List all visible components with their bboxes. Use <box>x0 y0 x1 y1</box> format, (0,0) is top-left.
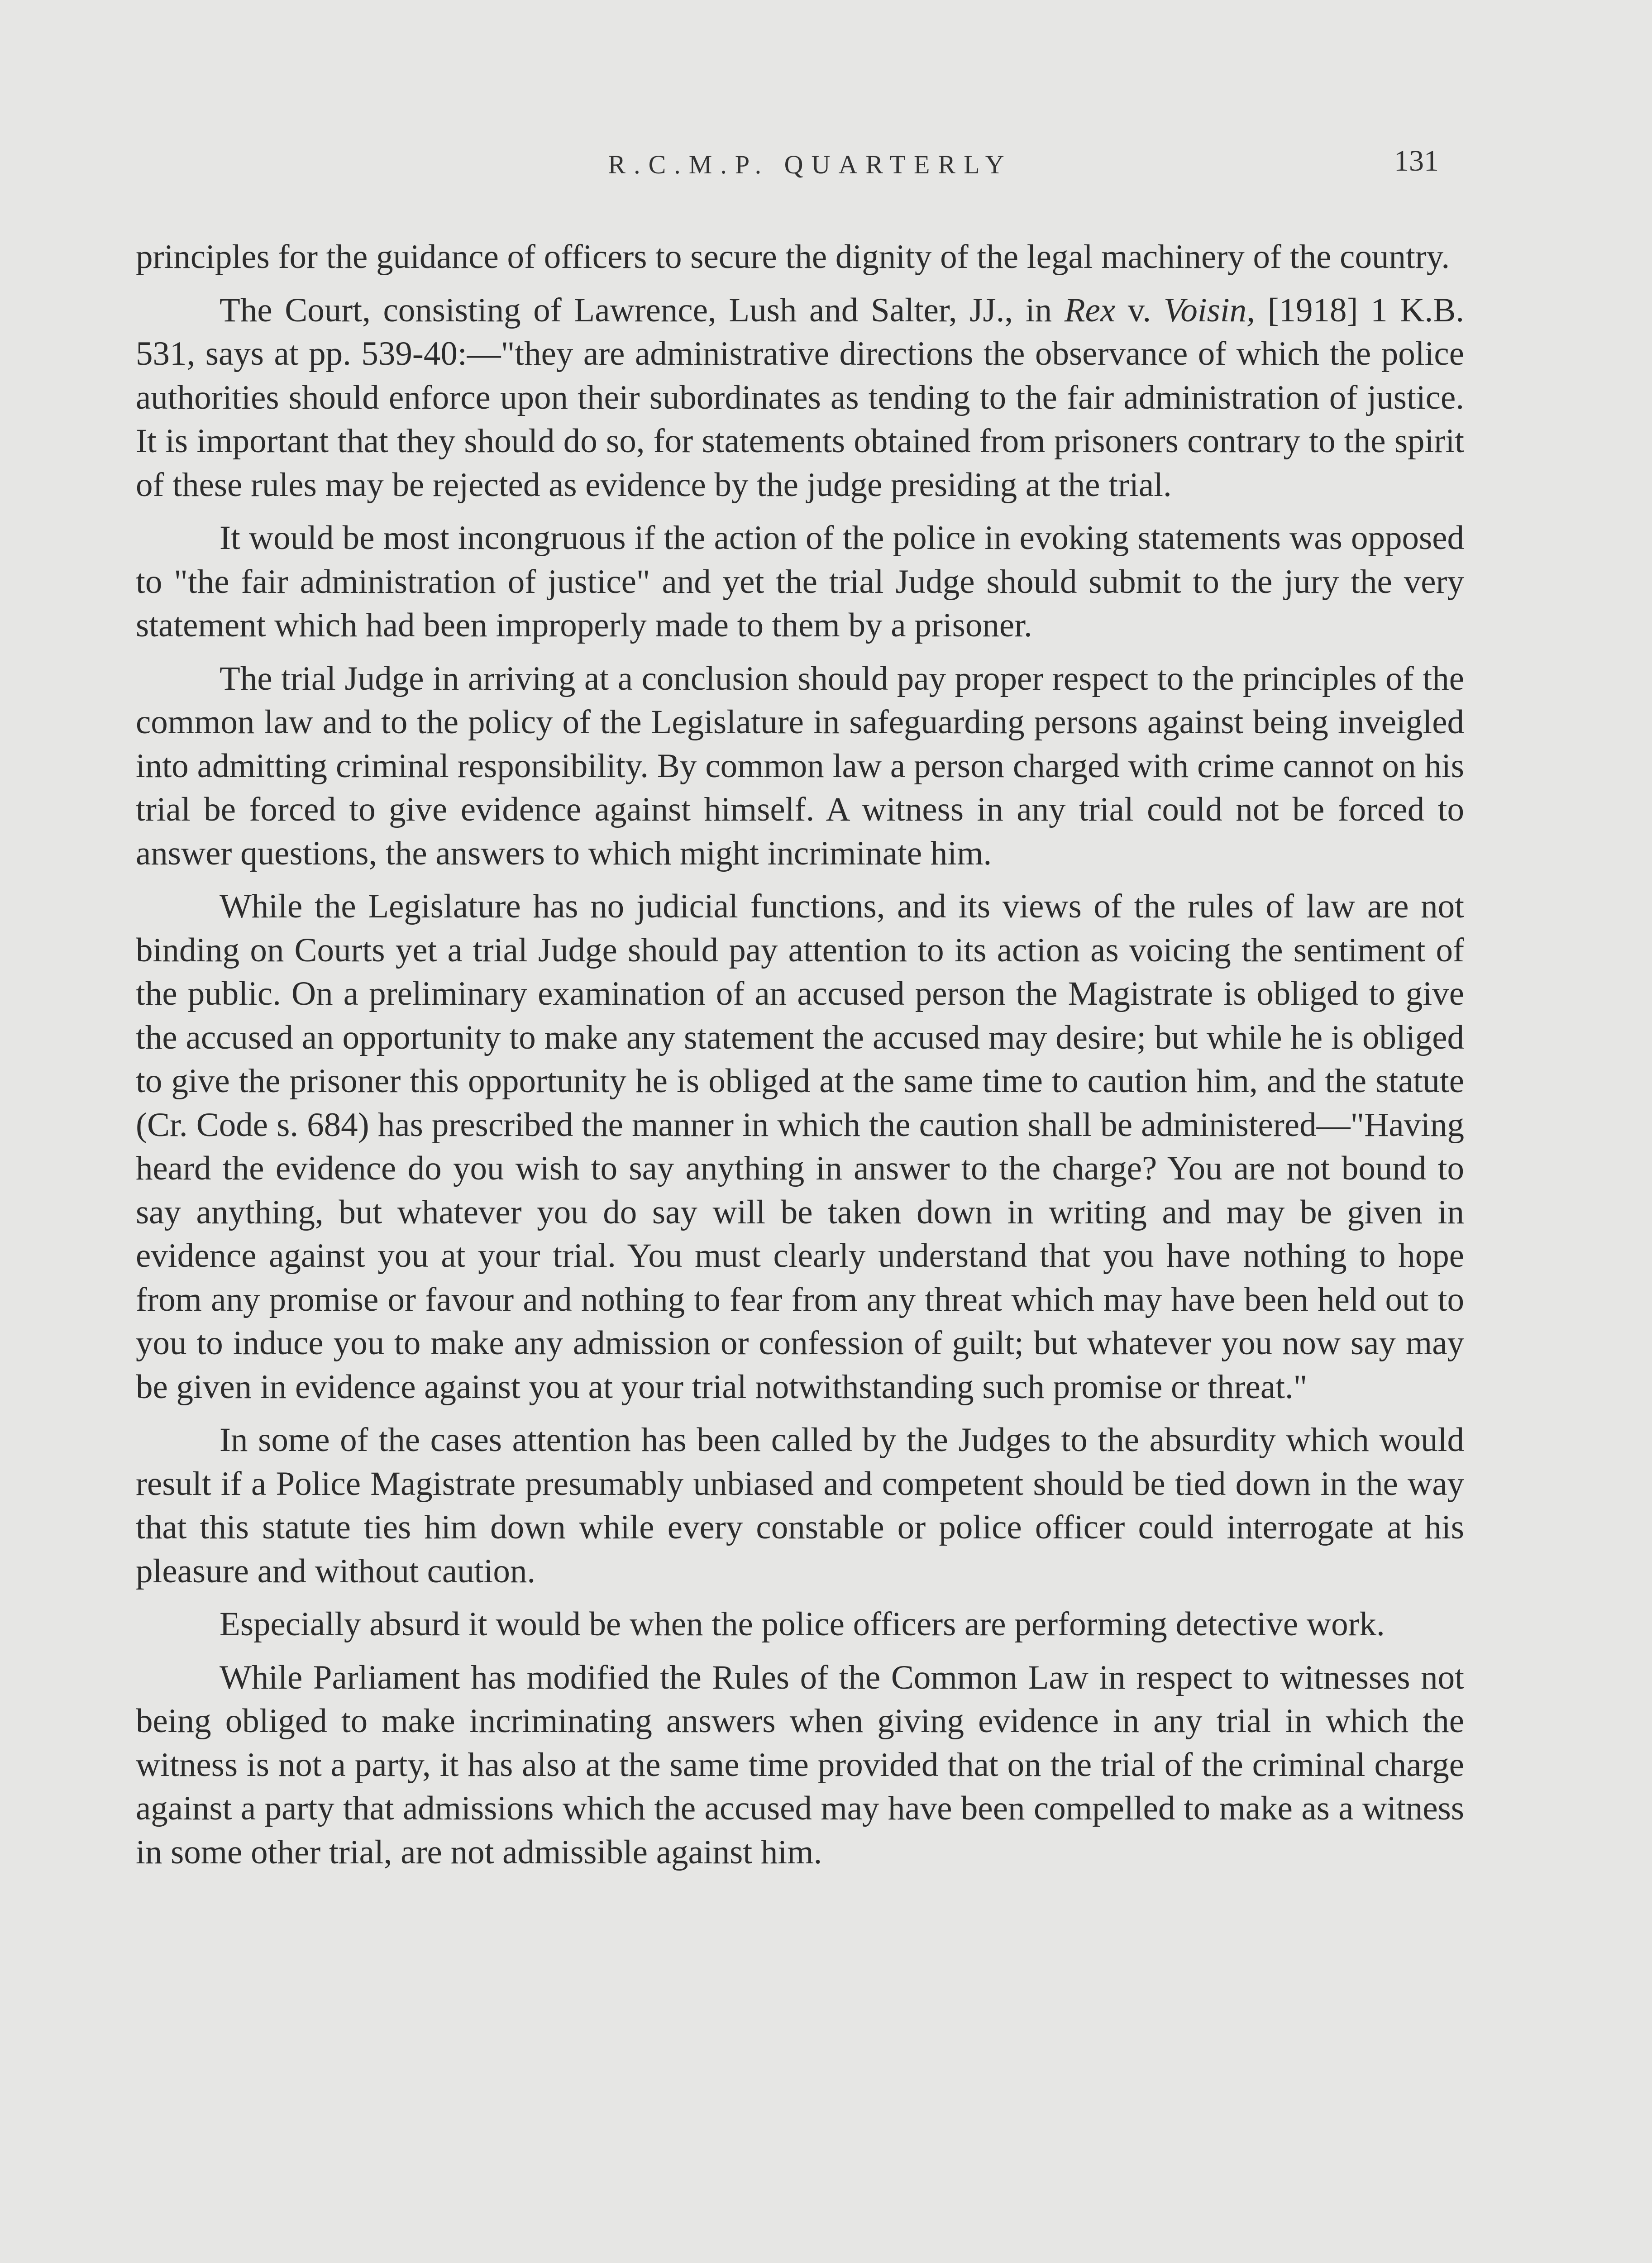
running-header-title: R.C.M.P. QUARTERLY <box>608 150 1012 179</box>
article-body <box>136 235 1464 1884</box>
case-name-voisin: Voisin, <box>1163 291 1255 329</box>
paragraph-3: It would be most incongruous if the action of the police in evoking statements was opposed to "the fair administration of justice" and yet the trial Judge should submit to the jury the very statement which had been improperly made to them by a prisoner. <box>136 519 1464 644</box>
paragraph-2 <box>136 289 1464 507</box>
page-number: 131 <box>1394 144 1439 177</box>
case-name-rex: Rex <box>1064 291 1116 329</box>
paragraph-2-intro: The Court, consisting of Lawrence, Lush and Salter, JJ., in <box>220 291 1065 329</box>
paragraph-4: The trial Judge in arriving at a conclusion should pay proper respect to the principles of the common law and to the policy of the Legislature in safeguarding persons against being inveigled into admitting criminal responsibility. By common law a person charged with crime cannot on his trial be forced to give evidence against himself. A witness in any trial could not be forced to answer questions, the answers to which might incriminate him. <box>136 659 1464 872</box>
paragraph-2-quote: [1918] 1 K.B. 531, says at pp. 539-40:—"they are administrative directions the observance of which the police authorities should enforce upon their subordinates as tending to the fair administration of justice. It is important that they should do so, for statements obtained from prisoners contrary to the spirit of these rules may be rejected as evidence by the judge presiding at the trial. <box>136 291 1464 504</box>
case-name-versus: v. <box>1115 291 1164 329</box>
paragraph-7: Especially absurd it would be when the police officers are performing detective work. <box>220 1605 1385 1643</box>
paragraph-5: While the Legislature has no judicial functions, and its views of the rules of law are not binding on Courts yet a trial Judge should pay attention to its action as voicing the sentiment of the public. On a preliminary examination of an accused person the Magistrate is obliged to give the accused an opportunity to make any statement the accused may desire; but while he is obliged to give the prisoner this opportunity he is obliged at the same time to caution him, and the statute (Cr. Code s. 684) has prescribed the manner in which the caution shall be administered—"Having heard the evidence do you wish to say anything in answer to the charge? You are not bound to say anything, but whatever you do say will be taken down in writing and may be given in evidence against you at your trial. You must clearly understand that you have nothing to hope from any promise or favour and nothing to fear from any threat which may have been held out to you to induce you to make any admission or confession of guilt; but whatever you now say may be given in evidence against you at your trial notwithstanding such promise or threat." <box>136 888 1464 1406</box>
paragraph-8: While Parliament has modified the Rules of the Common Law in respect to witnesses not being obliged to make incriminating answers when giving evidence in any trial in which the witness is not a party, it has also at the same time provided that on the trial of the criminal charge against a party that admissions which the accused may have been compelled to make as a witness in some other trial, are not admissible against him. <box>136 1658 1464 1871</box>
paragraph-6: In some of the cases attention has been called by the Judges to the absurdity which would result if a Police Magistrate presumably unbiased and competent should be tied down in the way that this statute ties him down while every constable or police officer could interrogate at his pleasure and without caution. <box>136 1421 1464 1590</box>
paragraph-1: principles for the guidance of officers to secure the dignity of the legal machinery of the country. <box>136 238 1450 276</box>
